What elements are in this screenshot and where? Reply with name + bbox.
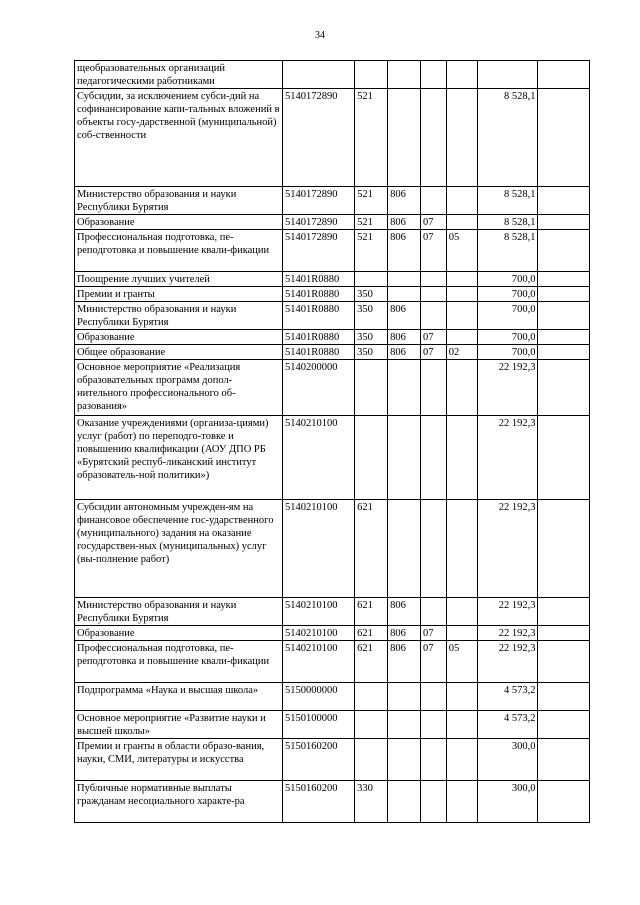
table-row xyxy=(75,641,590,683)
row-amount: 22 192,3 xyxy=(477,641,538,683)
row-target-code: 51401R0880 xyxy=(283,272,355,287)
row-subsection xyxy=(446,187,477,215)
row-expense-type xyxy=(355,61,388,89)
row-target-code: 5140210100 xyxy=(283,641,355,683)
row-name: Премии и гранты xyxy=(75,287,283,302)
table-row xyxy=(75,683,590,711)
row-expense-type xyxy=(355,739,388,781)
row-section xyxy=(421,416,447,500)
row-expense-type: 521 xyxy=(355,230,388,272)
row-amount: 300,0 xyxy=(477,739,538,781)
row-subsection xyxy=(446,598,477,626)
row-subsection xyxy=(446,416,477,500)
row-amount: 4 573,2 xyxy=(477,683,538,711)
row-section xyxy=(421,287,447,302)
row-section: 07 xyxy=(421,330,447,345)
table-row xyxy=(75,230,590,272)
row-extra-cell xyxy=(538,598,590,626)
row-subsection xyxy=(446,360,477,416)
row-expense-type xyxy=(355,683,388,711)
row-name: Министерство образования и науки Республики Бурятия xyxy=(75,598,283,626)
row-expense-type: 621 xyxy=(355,500,388,598)
row-subsection xyxy=(446,781,477,823)
row-section xyxy=(421,89,447,187)
row-ministry-code: 806 xyxy=(388,641,421,683)
row-subsection: 02 xyxy=(446,345,477,360)
table-row xyxy=(75,416,590,500)
row-target-code: 5150000000 xyxy=(283,683,355,711)
row-subsection xyxy=(446,287,477,302)
row-ministry-code xyxy=(388,683,421,711)
row-ministry-code: 806 xyxy=(388,187,421,215)
row-amount: 700,0 xyxy=(477,330,538,345)
row-name: щеобразовательных организаций педагогическими работниками xyxy=(75,61,283,89)
row-target-code: 5150160200 xyxy=(283,781,355,823)
row-name: Министерство образования и науки Республики Бурятия xyxy=(75,302,283,330)
row-ministry-code xyxy=(388,500,421,598)
row-ministry-code xyxy=(388,739,421,781)
row-target-code: 5140210100 xyxy=(283,500,355,598)
row-expense-type xyxy=(355,711,388,739)
row-section: 07 xyxy=(421,230,447,272)
row-amount: 8 528,1 xyxy=(477,230,538,272)
row-target-code: 5150100000 xyxy=(283,711,355,739)
row-section xyxy=(421,739,447,781)
table-row xyxy=(75,330,590,345)
row-amount: 4 573,2 xyxy=(477,711,538,739)
page-number: 34 xyxy=(315,30,325,41)
row-expense-type xyxy=(355,416,388,500)
row-amount: 700,0 xyxy=(477,345,538,360)
row-section xyxy=(421,598,447,626)
row-name: Подпрограмма «Наука и высшая школа» xyxy=(75,683,283,711)
row-section xyxy=(421,683,447,711)
row-ministry-code: 806 xyxy=(388,345,421,360)
row-amount: 22 192,3 xyxy=(477,500,538,598)
row-target-code: 51401R0880 xyxy=(283,345,355,360)
row-expense-type: 350 xyxy=(355,345,388,360)
row-amount: 22 192,3 xyxy=(477,626,538,641)
row-extra-cell xyxy=(538,287,590,302)
row-amount: 22 192,3 xyxy=(477,598,538,626)
row-ministry-code xyxy=(388,781,421,823)
row-extra-cell xyxy=(538,330,590,345)
row-ministry-code: 806 xyxy=(388,215,421,230)
row-section xyxy=(421,781,447,823)
row-extra-cell xyxy=(538,500,590,598)
row-subsection xyxy=(446,89,477,187)
row-expense-type: 350 xyxy=(355,287,388,302)
row-ministry-code xyxy=(388,360,421,416)
row-name: Основное мероприятие «Реализация образовательных программ допол-нительного профессионального об-разования» xyxy=(75,360,283,416)
row-subsection xyxy=(446,302,477,330)
row-extra-cell xyxy=(538,61,590,89)
row-section xyxy=(421,272,447,287)
row-name: Общее образование xyxy=(75,345,283,360)
row-name: Профессиональная подготовка, пе-реподготовка и повышение квали-фикации xyxy=(75,641,283,683)
row-ministry-code xyxy=(388,711,421,739)
table-row xyxy=(75,345,590,360)
row-expense-type: 621 xyxy=(355,626,388,641)
row-extra-cell xyxy=(538,302,590,330)
row-target-code: 5140200000 xyxy=(283,360,355,416)
table-row xyxy=(75,360,590,416)
row-target-code xyxy=(283,61,355,89)
row-target-code: 5140172890 xyxy=(283,187,355,215)
row-amount: 300,0 xyxy=(477,781,538,823)
row-ministry-code: 806 xyxy=(388,230,421,272)
row-expense-type xyxy=(355,272,388,287)
row-amount: 8 528,1 xyxy=(477,89,538,187)
row-ministry-code xyxy=(388,272,421,287)
table-row xyxy=(75,626,590,641)
row-section: 07 xyxy=(421,345,447,360)
row-extra-cell xyxy=(538,683,590,711)
row-extra-cell xyxy=(538,711,590,739)
row-amount xyxy=(477,61,538,89)
row-amount: 700,0 xyxy=(477,302,538,330)
budget-table xyxy=(74,60,590,823)
row-ministry-code: 806 xyxy=(388,302,421,330)
row-target-code: 5140210100 xyxy=(283,598,355,626)
table-row xyxy=(75,500,590,598)
row-ministry-code xyxy=(388,416,421,500)
row-extra-cell xyxy=(538,360,590,416)
row-expense-type: 621 xyxy=(355,641,388,683)
row-section xyxy=(421,711,447,739)
row-name: Публичные нормативные выплаты гражданам несоциального характе-ра xyxy=(75,781,283,823)
row-expense-type: 521 xyxy=(355,215,388,230)
row-section xyxy=(421,61,447,89)
row-target-code: 5140172890 xyxy=(283,230,355,272)
row-name: Субсидии, за исключением субси-дий на софинансирование капи-тальных вложений в объекты госу-дарственной (муниципальной) соб-ственности xyxy=(75,89,283,187)
row-name: Профессиональная подготовка, пе-реподготовка и повышение квали-фикации xyxy=(75,230,283,272)
row-extra-cell xyxy=(538,641,590,683)
row-name: Поощрение лучших учителей xyxy=(75,272,283,287)
row-target-code: 5140172890 xyxy=(283,215,355,230)
row-extra-cell xyxy=(538,345,590,360)
row-target-code: 51401R0880 xyxy=(283,302,355,330)
row-extra-cell xyxy=(538,416,590,500)
row-extra-cell xyxy=(538,215,590,230)
row-extra-cell xyxy=(538,781,590,823)
row-expense-type: 521 xyxy=(355,89,388,187)
row-name: Образование xyxy=(75,626,283,641)
table-row xyxy=(75,711,590,739)
row-name: Образование xyxy=(75,330,283,345)
table-row xyxy=(75,61,590,89)
row-target-code: 51401R0880 xyxy=(283,330,355,345)
row-target-code: 5140210100 xyxy=(283,626,355,641)
row-name: Премии и гранты в области образо-вания, науки, СМИ, литературы и искусства xyxy=(75,739,283,781)
row-subsection: 05 xyxy=(446,230,477,272)
row-amount: 22 192,3 xyxy=(477,416,538,500)
row-subsection xyxy=(446,711,477,739)
row-name: Основное мероприятие «Развитие науки и высшей школы» xyxy=(75,711,283,739)
row-section xyxy=(421,187,447,215)
row-section xyxy=(421,302,447,330)
table-row xyxy=(75,781,590,823)
row-target-code: 51401R0880 xyxy=(283,287,355,302)
row-extra-cell xyxy=(538,187,590,215)
row-section: 07 xyxy=(421,215,447,230)
row-ministry-code: 806 xyxy=(388,598,421,626)
row-amount: 22 192,3 xyxy=(477,360,538,416)
table-row xyxy=(75,187,590,215)
row-extra-cell xyxy=(538,272,590,287)
row-subsection xyxy=(446,272,477,287)
row-target-code: 5140210100 xyxy=(283,416,355,500)
row-amount: 8 528,1 xyxy=(477,187,538,215)
table-row xyxy=(75,89,590,187)
row-expense-type: 521 xyxy=(355,187,388,215)
row-name: Субсидии автономным учрежден-ям на финансовое обеспечение гос-ударственного (муниципального) задания на оказание государствен-ных (муниципальных) услуг (вы-полнение работ) xyxy=(75,500,283,598)
row-expense-type: 330 xyxy=(355,781,388,823)
row-name: Оказание учреждениями (организа-циями) услуг (работ) по переподго-товке и повышению квалификации (АОУ ДПО РБ «Бурятский респуб-ликанский институт образователь-ной политики») xyxy=(75,416,283,500)
row-section xyxy=(421,500,447,598)
row-ministry-code xyxy=(388,287,421,302)
row-extra-cell xyxy=(538,230,590,272)
row-amount: 700,0 xyxy=(477,287,538,302)
row-subsection xyxy=(446,626,477,641)
row-subsection: 05 xyxy=(446,641,477,683)
row-subsection xyxy=(446,683,477,711)
row-extra-cell xyxy=(538,89,590,187)
row-extra-cell xyxy=(538,739,590,781)
row-name: Министерство образования и науки Республики Бурятия xyxy=(75,187,283,215)
row-target-code: 5150160200 xyxy=(283,739,355,781)
row-ministry-code xyxy=(388,89,421,187)
row-expense-type: 621 xyxy=(355,598,388,626)
row-expense-type: 350 xyxy=(355,302,388,330)
row-amount: 700,0 xyxy=(477,272,538,287)
row-name: Образование xyxy=(75,215,283,230)
row-subsection xyxy=(446,330,477,345)
row-section: 07 xyxy=(421,626,447,641)
table-row xyxy=(75,287,590,302)
row-subsection xyxy=(446,215,477,230)
row-ministry-code: 806 xyxy=(388,626,421,641)
row-ministry-code: 806 xyxy=(388,330,421,345)
row-expense-type: 350 xyxy=(355,330,388,345)
table-row xyxy=(75,215,590,230)
row-subsection xyxy=(446,61,477,89)
table-row xyxy=(75,739,590,781)
table-row xyxy=(75,598,590,626)
row-amount: 8 528,1 xyxy=(477,215,538,230)
row-ministry-code xyxy=(388,61,421,89)
row-target-code: 5140172890 xyxy=(283,89,355,187)
table-row xyxy=(75,302,590,330)
row-section xyxy=(421,360,447,416)
row-extra-cell xyxy=(538,626,590,641)
row-expense-type xyxy=(355,360,388,416)
row-subsection xyxy=(446,500,477,598)
row-section: 07 xyxy=(421,641,447,683)
row-subsection xyxy=(446,739,477,781)
table-row xyxy=(75,272,590,287)
